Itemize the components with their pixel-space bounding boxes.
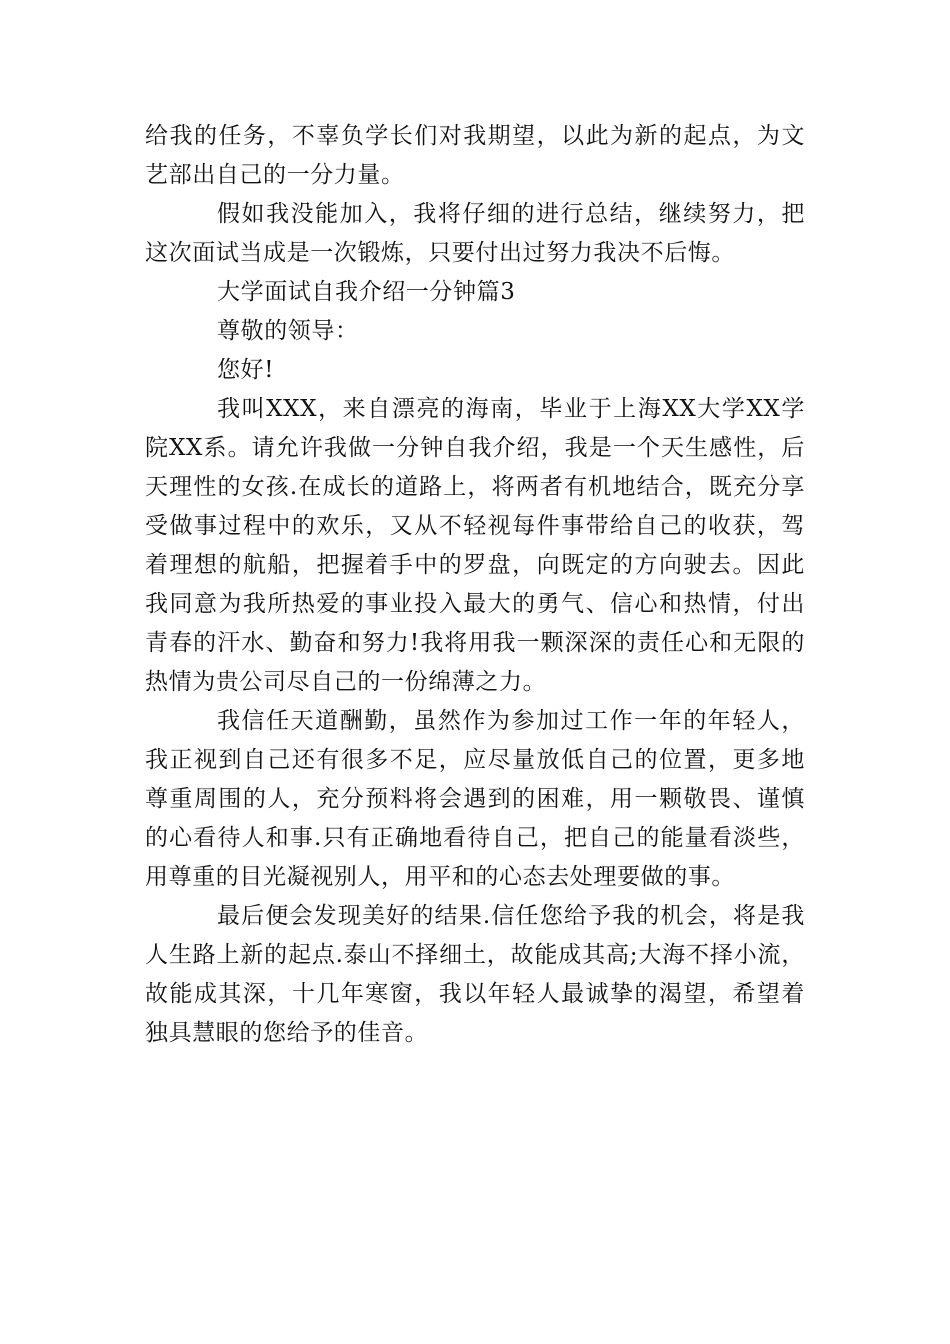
document-body (145, 117, 805, 1053)
paragraph-self-reflection: 我信任天道酬勤，虽然作为参加过工作一年的年轻人，我正视到自己还有很多不足，应尽量放低自己的位置，更多地尊重周围的人，充分预料将会遇到的困难，用一颗敬畏、谨慎的心看待人和事.只有正确地看待自己，把自己的能量看淡些，用尊重的目光凝视别人，用平和的心态去处理要做的事。 (145, 708, 805, 890)
section-heading: 大学面试自我介绍一分钟篇3 (217, 279, 516, 305)
paragraph-introduction: 我叫XXX，来自漂亮的海南，毕业于上海XX大学XX学院XX系。请允许我做一分钟自我介绍，我是一个天生感性，后天理性的女孩.在成长的道路上，将两者有机地结合，既充分享受做事过程中的欢乐，又从不轻视每件事带给自己的收获，驾着理想的航船，把握着手中的罗盘，向既定的方向驶去。因此我同意为我所热爱的事业投入最大的勇气、信心和热情，付出青春的汗水、勤奋和努力!我将用我一颗深深的责任心和无限的热情为贵公司尽自己的一份绵薄之力。 (145, 396, 805, 695)
paragraph-closing: 最后便会发现美好的结果.信任您给予我的机会，将是我人生路上新的起点.泰山不择细土，故能成其高;大海不择小流，故能成其深，十几年寒窗，我以年轻人最诚挚的渴望，希望着独具慧眼的您给予的佳音。 (145, 903, 805, 1046)
greeting: 您好! (217, 357, 275, 383)
paragraph-not-admitted: 假如我没能加入，我将仔细的进行总结，继续努力，把这次面试当成是一次锻炼，只要付出过努力我决不后悔。 (145, 201, 805, 266)
paragraph-continuation: 给我的任务，不辜负学长们对我期望，以此为新的起点，为文艺部出自己的一分力量。 (145, 123, 805, 188)
salutation: 尊敬的领导： (217, 318, 359, 344)
